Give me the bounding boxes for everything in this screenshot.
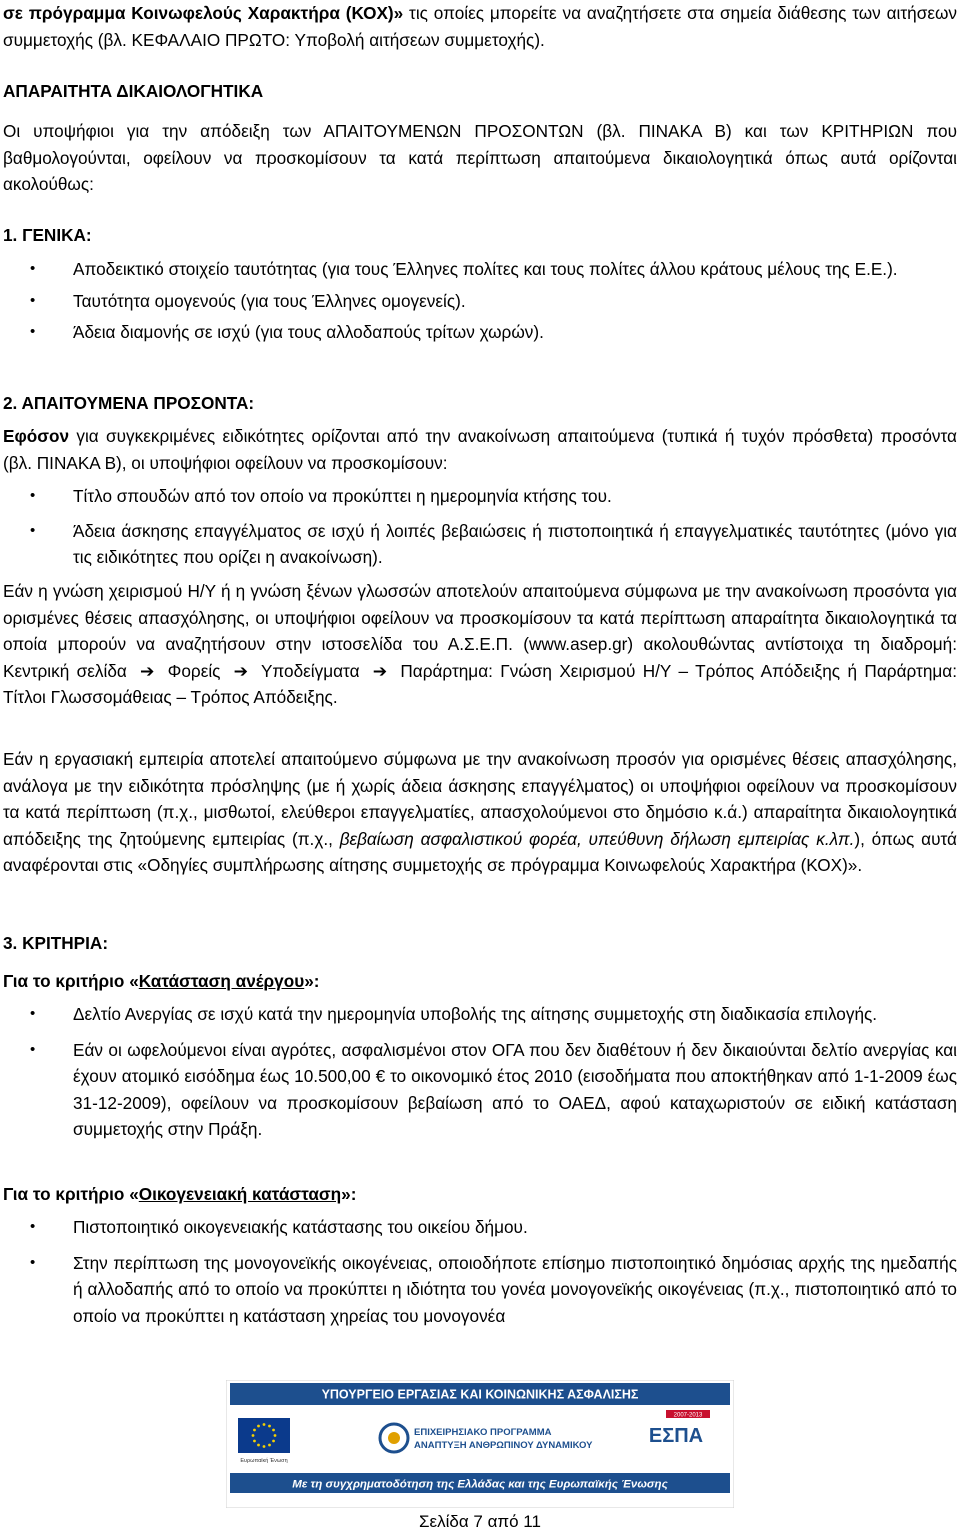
intro-bold: σε πρόγραμμα Κοινωφελούς Χαρακτήρα (ΚΟΧ)» <box>3 3 404 23</box>
slogan-text: Με τη συγχρηματοδότηση της Ελλάδας και της Ευρωπαϊκής Ένωσης <box>292 1478 668 1491</box>
cofunding-logo <box>226 1380 734 1508</box>
program-line-2: ΑΝΑΠΤΥΞΗ ΑΝΘΡΩΠΙΝΟΥ ΔΥΝΑΜΙΚΟΥ <box>414 1440 593 1451</box>
eu-star-icon <box>253 1440 256 1443</box>
eu-star-icon <box>257 1425 260 1428</box>
section2-bold: Εφόσον <box>3 426 70 446</box>
section3-title: 3. ΚΡΙΤΗΡΙΑ: <box>3 933 109 953</box>
eu-star-icon <box>272 1429 275 1432</box>
eu-star-icon <box>263 1423 266 1426</box>
arrow-right-icon: ➔ <box>372 660 388 681</box>
list-item: • Ταυτότητα ομογενούς (για τους Έλληνες ομογενείς). <box>3 288 957 315</box>
eu-star-icon <box>263 1445 266 1448</box>
criterion-unemployment-list <box>3 1001 957 1143</box>
list-item: • Εάν οι ωφελούμενοι είναι αγρότες, ασφαλισμένοι στον ΟΓΑ που δεν διαθέτουν ή δεν δικαιούνται δελτίο ανεργίας και έχουν ατομικό εισόδημα έως 10.500,00 € το οικονομικό έτος 2010 (εισοδήματα που αποκτήθηκαν από 1-1-2009 έως 31-12-2009), οφείλουν να προσκομίσουν βεβαίωση από το ΟΑΕΔ, αφού καταχωριστούν σε ειδική κατάσταση συμμετοχής στην Πράξη. <box>3 1037 957 1143</box>
section1-title: 1. ΓΕΝΙΚΑ: <box>3 225 92 245</box>
list-item: • Άδεια άσκησης επαγγέλματος σε ισχύ ή λοιπές βεβαιώσεις ή πιστοποιητικά ή επαγγελματικές ταυτότητες (μόνο για τις ειδικότητες που ορίζει η ανακοίνωση). <box>3 518 957 571</box>
list-item: • Τίτλο σπουδών από τον οποίο να προκύπτει η ημερομηνία κτήσης του. <box>3 483 957 510</box>
list-item: • Δελτίο Ανεργίας σε ισχύ κατά την ημερομηνία υποβολής της αίτησης συμμετοχής στη διαδικασία επιλογής. <box>3 1001 957 1028</box>
eu-star-icon <box>268 1444 271 1447</box>
ministry-name: ΥΠΟΥΡΓΕΙΟ ΕΡΓΑΣΙΑΣ ΚΑΙ ΚΟΙΝΩΝΙΚΗΣ ΑΣΦΑΛΙΣΗΣ <box>321 1387 639 1402</box>
eu-star-icon <box>272 1440 275 1443</box>
section2-list <box>3 483 957 571</box>
eu-star-icon <box>252 1434 255 1437</box>
eu-caption: Ευρωπαϊκή Ένωση <box>240 1458 288 1464</box>
criterion-unemployment-title: Για το κριτήριο «Κατάσταση ανέργου»: <box>3 971 320 991</box>
experience-italic: βεβαίωση ασφαλιστικού φορέα, υπεύθυνη δήλωση εμπειρίας κ.λπ. <box>339 828 855 849</box>
computer-languages-paragraph: Εάν η γνώση χειρισμού Η/Υ ή η γνώση ξένων γλωσσών αποτελούν απαιτούμενα σύμφωνα με την ανακοίνωση προσόντα για ορισμένες θέσεις απασχόλησης, οι υποψήφιοι οφείλουν να προσκομίσουν τα κατά περίπτωση απαραίτητα δικαιολογητικά τα οποία μπορούν να αναζητήσουν στην ιστοσελίδα του Α.Σ.Ε.Π. (www.asep.gr) ακολουθώντας αντίστοιχα τη διαδρομή: Κεντρική σελίδα ➔ Φορείς ➔ Υποδείγματα ➔ Παράρτημα: Γνώση Χειρισμού Η/Υ – Τρόπος Απόδειξης ή Παράρτημα: Τίτλοι Γλωσσομάθειας – Τρόπος Απόδειξης. <box>3 581 957 707</box>
section-heading: ΑΠΑΡΑΙΤΗΤΑ ΔΙΚΑΙΟΛΟΓΗΤΙΚΑ <box>3 81 264 101</box>
arrow-right-icon: ➔ <box>233 660 249 681</box>
list-item: • Αποδεικτικό στοιχείο ταυτότητας (για τους Έλληνες πολίτες και τους πολίτες άλλου κράτους μέλους της Ε.Ε.). <box>3 256 957 283</box>
experience-paragraph: Εάν η εργασιακή εμπειρία αποτελεί απαιτούμενο σύμφωνα με την ανακοίνωση προσόν για ορισμένες θέσεις απασχόλησης, ανάλογα με την ειδικότητα πρόσληψης (με ή χωρίς άδεια άσκησης επαγγέλματος) οι υποψήφιοι οφείλουν να προσκομίσουν τα κατά περίπτωση (π.χ., μισθωτοί, ελεύθεροι επαγγελματίες, απασχολούμενοι στο δημόσιο κ.ά.) απαραίτητα δικαιολογητικά απόδειξης της ζητούμενης εμπειρίας (π.χ., βεβαίωση ασφαλιστικού φορέα, υπεύθυνη δήλωση εμπειρίας κ.λπ.), όπως αυτά αναφέρονται στις «Οδηγίες συμπλήρωσης αίτησης συμμετοχής σε πρόγραμμα Κοινωφελούς Χαρακτήρα (ΚΟΧ)». <box>3 749 957 875</box>
lead-paragraph: Οι υποψήφιοι για την απόδειξη των ΑΠΑΙΤΟΥΜΕΝΩΝ ΠΡΟΣΟΝΤΩΝ (βλ. ΠΙΝΑΚΑ Β) και των ΚΡΙΤΗΡΙΩΝ που βαθμολογούνται, οφείλουν να προσκομίσουν τα κατά περίπτωση απαιτούμενα δικαιολογητικά όπως αυτά ορίζονται ακολούθως: <box>3 121 957 194</box>
section2-paragraph <box>3 423 957 476</box>
section2-title: 2. ΑΠΑΙΤΟΥΜΕΝΑ ΠΡΟΣΟΝΤΑ: <box>3 393 255 413</box>
criterion-family-list <box>3 1214 957 1329</box>
eu-star-icon <box>253 1429 256 1432</box>
intro-paragraph <box>3 0 957 53</box>
eu-star-icon <box>257 1444 260 1447</box>
page-number: Σελίδα 7 από 11 <box>419 1512 541 1531</box>
section1-list <box>3 256 957 346</box>
eu-flag-icon <box>238 1418 290 1453</box>
list-item: • Άδεια διαμονής σε ισχύ (για τους αλλοδαπούς τρίτων χωρών). <box>3 319 957 346</box>
program-line-1: ΕΠΙΧΕΙΡΗΣΙΑΚΟ ΠΡΟΓΡΑΜΜΑ <box>414 1427 552 1438</box>
intro-rest: τις οποίες μπορείτε να αναζητήσετε στα σημεία διάθεσης των αιτήσεων συμμετοχής (βλ. ΚΕΦΑΛΑΙΟ ΠΡΩΤΟ: Υποβολή αιτήσεων συμμετοχής). <box>3 3 957 50</box>
criterion-family-title: Για το κριτήριο «Οικογενειακή κατάσταση»: <box>3 1184 357 1204</box>
arrow-right-icon: ➔ <box>140 660 155 681</box>
eu-star-icon <box>268 1425 271 1428</box>
espa-text: ΕΣΠΑ <box>648 1425 704 1447</box>
list-item: • Πιστοποιητικό οικογενειακής κατάστασης του οικείου δήμου. <box>3 1214 957 1241</box>
list-item: • Στην περίπτωση της μονογονεϊκής οικογένειας, οποιοδήποτε επίσημο πιστοποιητικό δημόσιας αρχής της ημεδαπής ή αλλοδαπής από το οποίο να προκύπτει η ιδιότητα του γονέα μονογονεϊκής οικογένειας (π.χ., πιστοποιητικό από το οποίο να προκύπτει η κατάσταση χηρείας του μονογονέα <box>3 1250 957 1330</box>
section2-rest: για συγκεκριμένες ειδικότητες ορίζονται από την ανακοίνωση απαιτούμενα (τυπικά ή τυχόν πρόσθετα) προσόντα (βλ. ΠΙΝΑΚΑ Β), οι υποψήφιοι οφείλουν να προσκομίσουν: <box>3 426 957 473</box>
espa-years: 2007-2013 <box>673 1412 703 1419</box>
eu-star-icon <box>274 1434 277 1437</box>
